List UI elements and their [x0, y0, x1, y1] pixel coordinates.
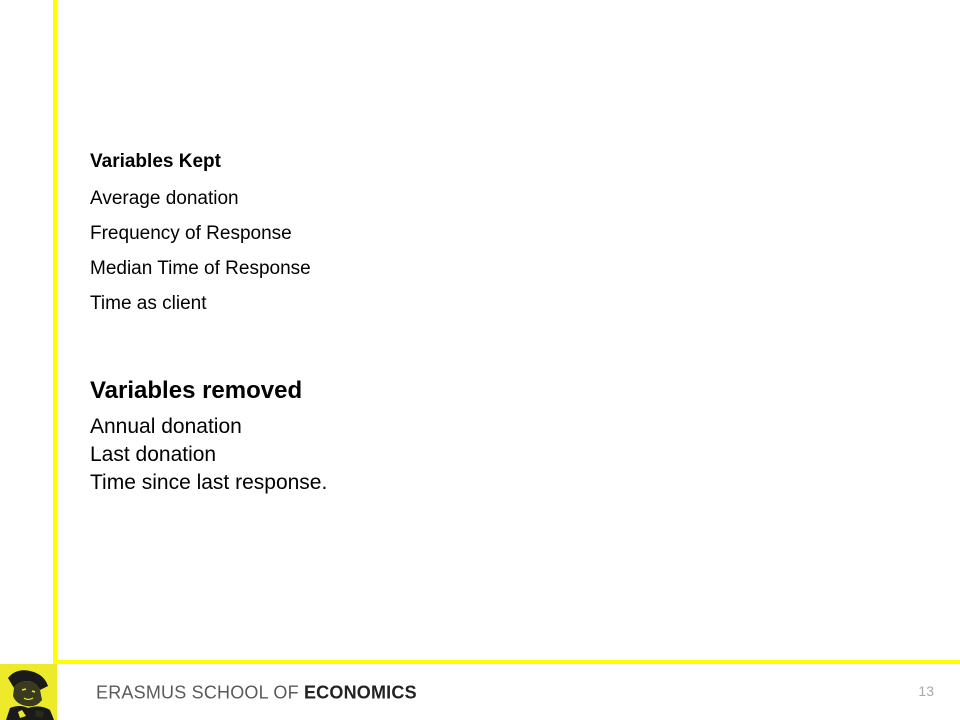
page-number: 13 [918, 683, 934, 699]
removed-heading: Variables removed [90, 377, 303, 404]
removed-item: Time since last response. [90, 471, 328, 494]
kept-list [90, 181, 870, 321]
kept-item: Average donation [90, 188, 239, 209]
kept-item: Frequency of Response [90, 223, 292, 244]
kept-item: Time as client [90, 293, 207, 314]
kept-heading: Variables Kept [90, 151, 221, 172]
school-name-part2: ECONOMICS [303, 681, 417, 703]
erasmus-logo-icon [0, 664, 57, 720]
removed-list [90, 413, 870, 497]
portrait-graphic [0, 664, 57, 720]
kept-item: Median Time of Response [90, 258, 311, 279]
school-name-part1: ERASMUS SCHOOL OF [96, 681, 304, 703]
removed-item: Last donation [90, 443, 217, 466]
vertical-accent-line [53, 0, 57, 664]
horizontal-accent-line [53, 660, 960, 664]
school-name [96, 681, 417, 704]
slide-content [90, 146, 870, 497]
removed-item: Annual donation [90, 415, 242, 438]
